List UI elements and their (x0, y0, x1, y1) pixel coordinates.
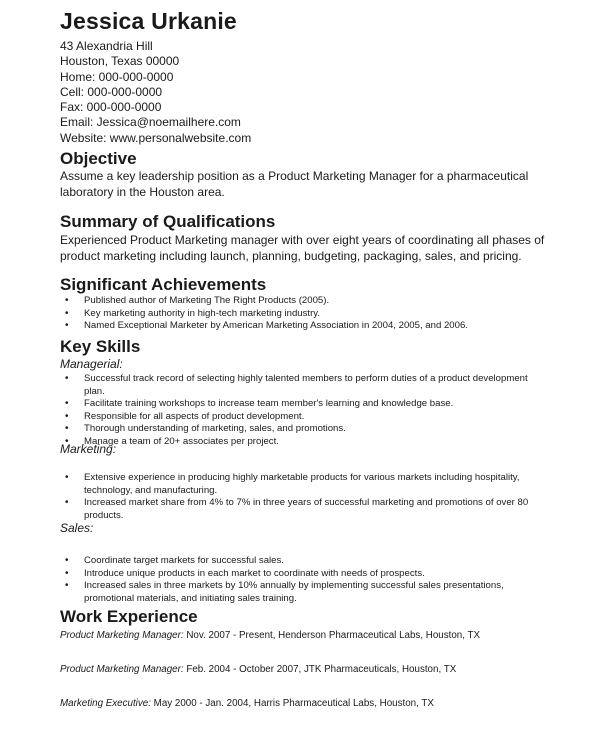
sales-label: Sales: (60, 521, 94, 535)
marketing-list (60, 472, 550, 522)
contact-block (60, 39, 251, 146)
list-item: • Published author of Marketing The Right Products (2005). (60, 295, 550, 308)
objective-heading: Objective (60, 149, 137, 168)
address-line-2: Houston, Texas 00000 (60, 54, 180, 69)
job-entry (60, 664, 456, 675)
job-title: Marketing Executive: (60, 698, 151, 709)
achievements-heading: Significant Achievements (60, 275, 267, 294)
list-item: • Responsible for all aspects of product development. (60, 411, 550, 424)
marketing-label: Marketing: (60, 442, 117, 456)
list-item: • Key marketing authority in high-tech marketing industry. (60, 308, 550, 321)
list-item: • Introduce unique products in each market to coordinate with needs of prospects. (60, 568, 550, 581)
job-detail: May 2000 - Jan. 2004, Harris Pharmaceutical Labs, Houston, TX (150, 698, 434, 709)
list-item: • Increased sales in three markets by 10% annually by implementing successful sales presentations, promotional materials, and initiating sales training. (60, 580, 550, 605)
address-line-1: 43 Alexandria Hill (60, 39, 153, 53)
managerial-label: Managerial: (60, 357, 123, 371)
fax-number: Fax: 000-000-0000 (60, 100, 162, 115)
skills-heading: Key Skills (60, 337, 141, 356)
list-item: • Named Exceptional Marketer by American Marketing Association in 2004, 2005, and 2006. (60, 320, 550, 333)
job-entry (60, 698, 434, 709)
objective-text: Assume a key leadership position as a Product Marketing Manager for a pharmaceutical laboratory in the Houston area. (60, 169, 529, 199)
home-phone: Home: 000-000-0000 (60, 69, 174, 84)
achievements-list (60, 295, 550, 333)
list-item: • Increased market share from 4% to 7% in three years of successful marketing and promotions of over 80 products. (60, 497, 550, 522)
list-item: • Extensive experience in producing highly marketable products for various markets including hospitality, technology, and manufacturing. (60, 472, 550, 497)
list-item: • Coordinate target markets for successful sales. (60, 555, 550, 568)
experience-heading: Work Experience (60, 607, 198, 626)
list-item: • Successful track record of selecting highly talented members to perform duties of a product development plan. (60, 373, 550, 398)
website-address: Website: www.personalwebsite.com (60, 130, 252, 145)
sales-list (60, 555, 550, 605)
list-item: • Facilitate training workshops to increase team member's learning and knowledge base. (60, 398, 550, 411)
cell-phone: Cell: 000-000-0000 (60, 84, 163, 99)
candidate-name: Jessica Urkanie (60, 8, 237, 34)
job-detail: Feb. 2004 - October 2007, JTK Pharmaceuticals, Houston, TX (183, 664, 457, 675)
summary-heading: Summary of Qualifications (60, 212, 276, 231)
list-item: • Manage a team of 20+ associates per project. (60, 436, 550, 449)
managerial-list (60, 373, 550, 449)
summary-text: Experienced Product Marketing manager with over eight years of coordinating all phases of product marketing including launch, planning, budgeting, packaging, sales, and pricing. (60, 233, 545, 263)
email-address: Email: Jessica@noemailhere.com (60, 115, 241, 130)
job-title: Product Marketing Manager: (60, 630, 184, 641)
job-detail: Nov. 2007 - Present, Henderson Pharmaceutical Labs, Houston, TX (183, 630, 481, 641)
job-entry (60, 630, 480, 641)
job-title: Product Marketing Manager: (60, 664, 184, 675)
list-item: • Thorough understanding of marketing, sales, and promotions. (60, 423, 550, 436)
